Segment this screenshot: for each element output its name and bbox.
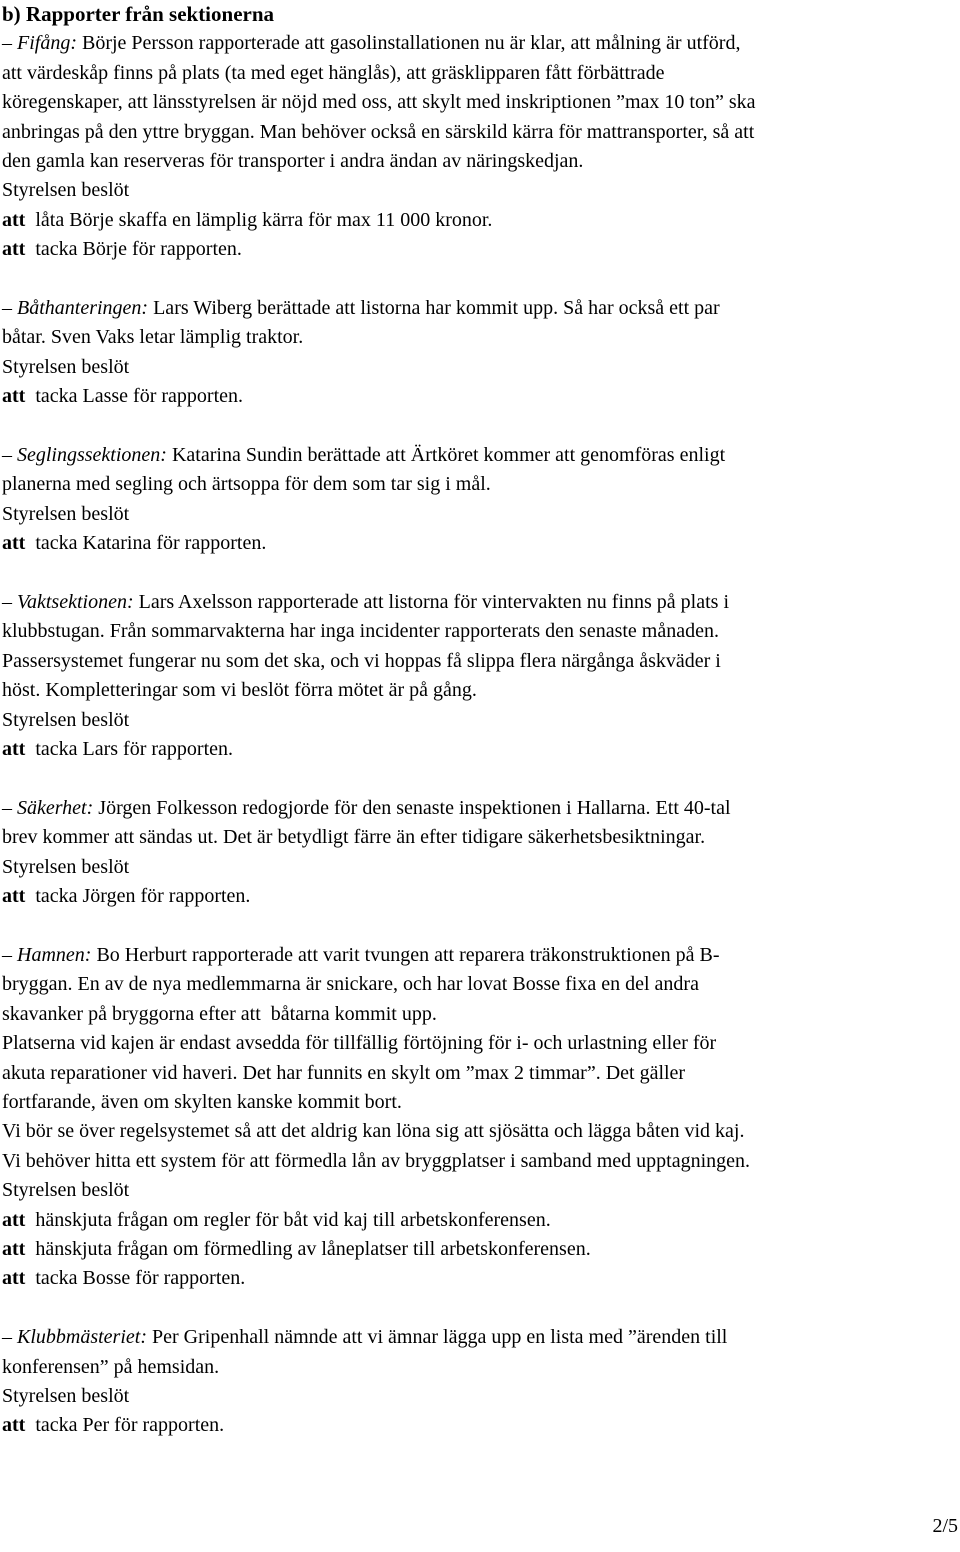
section-sakerhet [2, 794, 957, 912]
report-line [2, 676, 957, 705]
report-text: planerna med segling och ärtsoppa för dem som tar sig i mål. [2, 473, 491, 496]
section-bathantering [2, 294, 957, 412]
decision-label: Styrelsen beslöt [2, 1179, 130, 1202]
decision-label: Styrelsen beslöt [2, 355, 130, 378]
section-name: Hamnen: [17, 943, 92, 966]
report-text: Lars Axelsson rapporterade att listorna för vintervakten nu finns på plats i [133, 591, 730, 614]
decision-label: Styrelsen beslöt [2, 502, 130, 525]
decision-text: tacka Börje för rapporten. [25, 238, 242, 261]
decision-text: tacka Jörgen för rapporten. [25, 885, 251, 908]
report-line [2, 29, 957, 58]
att-keyword: att [2, 738, 26, 761]
report-text: fortfarande, även om skylten kanske kommit bort. [2, 1090, 402, 1113]
report-line [2, 147, 957, 176]
att-keyword: att [2, 1208, 26, 1231]
report-text: klubbstugan. Från sommarvakterna har inga incidenter rapporterats den senaste månaden. [2, 620, 719, 643]
decision-text: tacka Lars för rapporten. [25, 738, 234, 761]
decision-text: tacka Bosse för rapporten. [25, 1267, 246, 1290]
section-name: Klubbmästeriet: [17, 1326, 147, 1349]
page-number: 2/5 [932, 1515, 958, 1537]
report-text: Lars Wiberg berättade att listorna har kommit upp. Så har också ett par [148, 297, 720, 320]
report-line [2, 118, 957, 147]
report-line [2, 59, 957, 88]
decision-item [2, 735, 957, 764]
dash: – [2, 591, 17, 614]
section-klubbmasteriet [2, 1323, 957, 1441]
section-segling [2, 441, 957, 559]
decision-label: Styrelsen beslöt [2, 708, 130, 731]
paragraph-gap [2, 1294, 957, 1323]
decision-label: Styrelsen beslöt [2, 855, 130, 878]
report-text: Katarina Sundin berättade att Ärtköret kommer att genomföras enligt [166, 444, 726, 467]
report-line [2, 941, 957, 970]
report-line [2, 1000, 957, 1029]
report-line [2, 88, 957, 117]
report-line [2, 1147, 957, 1176]
paragraph-gap [2, 412, 957, 441]
dash: – [2, 796, 17, 819]
decision-text: tacka Katarina för rapporten. [25, 532, 267, 555]
report-text: att värdeskåp finns på plats (ta med eget hänglås), att gräsklipparen fått förbättrade [2, 61, 665, 84]
paragraph-gap [2, 765, 957, 794]
report-line [2, 823, 957, 852]
decision-text: låta Börje skaffa en lämplig kärra för max 11 000 kronor. [25, 208, 493, 231]
decision-text: hänskjuta frågan om regler för båt vid kaj till arbetskonferensen. [25, 1208, 551, 1231]
report-line [2, 1029, 957, 1058]
dash: – [2, 32, 17, 55]
report-text: Per Gripenhall nämnde att vi ämnar lägga upp en lista med ”ärenden till [147, 1326, 728, 1349]
decision-item [2, 1235, 957, 1264]
report-line [2, 441, 957, 470]
report-text: båtar. Sven Vaks letar lämplig traktor. [2, 326, 304, 349]
report-line [2, 1059, 957, 1088]
report-line [2, 1353, 957, 1382]
decision-item [2, 382, 957, 411]
decision-item [2, 1206, 957, 1235]
section-hamnen [2, 941, 957, 1294]
decision-item [2, 882, 957, 911]
report-text: konferensen” på hemsidan. [2, 1355, 220, 1378]
decision-text: tacka Lasse för rapporten. [25, 385, 244, 408]
paragraph-gap [2, 559, 957, 588]
att-keyword: att [2, 1267, 26, 1290]
section-name: Seglingssektionen: [17, 444, 167, 467]
decision-label: Styrelsen beslöt [2, 1385, 130, 1407]
report-text: Platserna vid kajen är endast avsedda för tillfällig förtöjning för i- och urlastning eller för [2, 1032, 717, 1055]
report-text: Vi bör se över regelsystemet så att det aldrig kan löna sig att sjösätta och lägga båten vid kaj. [2, 1120, 745, 1143]
report-line [2, 647, 957, 676]
paragraph-gap [2, 912, 957, 941]
report-text: Passersystemet fungerar nu som det ska, och vi hoppas få slippa flera närgånga åskväder i [2, 649, 721, 672]
report-text: Vi behöver hitta ett system för att förmedla lån av bryggplatser i samband med upptagningen. [2, 1149, 751, 1172]
section-name: Säkerhet: [17, 796, 94, 819]
decision-item [2, 1264, 957, 1293]
report-line [2, 1323, 957, 1352]
dash: – [2, 297, 17, 320]
report-text: brev kommer att sändas ut. Det är betydligt färre än efter tidigare säkerhetsbesiktningar. [2, 826, 706, 849]
report-line [2, 1088, 957, 1117]
report-line [2, 294, 957, 323]
att-keyword: att [2, 385, 26, 408]
att-keyword: att [2, 1237, 26, 1260]
document-page [2, 0, 957, 1441]
dash: – [2, 444, 17, 467]
report-text: köregenskaper, att länsstyrelsen är nöjd med oss, att skylt med inskriptionen ”max 10 ton” ska [2, 91, 756, 114]
section-name: Fifång: [17, 32, 77, 55]
decision-item [2, 529, 957, 558]
att-keyword: att [2, 885, 26, 908]
decision-item [2, 1411, 957, 1440]
sections-container [2, 29, 957, 1440]
report-text: anbringas på den yttre bryggan. Man behöver också en särskild kärra för mattransporter, så att [2, 120, 755, 143]
report-line [2, 588, 957, 617]
report-line [2, 617, 957, 646]
report-line [2, 323, 957, 352]
section-name: Vaktsektionen: [17, 591, 134, 614]
report-text: Bo Herburt rapporterade att varit tvungen att reparera träkonstruktionen på B- [91, 943, 720, 966]
decision-item [2, 235, 957, 264]
decision-label: Styrelsen beslöt [2, 179, 130, 202]
report-line [2, 794, 957, 823]
report-text: höst. Kompletteringar som vi beslöt förra mötet är på gång. [2, 679, 477, 702]
section-heading: b) Rapporter från sektionerna [2, 2, 275, 26]
att-keyword: att [2, 1414, 26, 1437]
att-keyword: att [2, 532, 26, 555]
report-line [2, 1117, 957, 1146]
decision-item [2, 206, 957, 235]
dash: – [2, 943, 17, 966]
att-keyword: att [2, 208, 26, 231]
section-fifang [2, 29, 957, 264]
dash: – [2, 1326, 17, 1349]
decision-text: tacka Per för rapporten. [25, 1414, 225, 1437]
report-line [2, 970, 957, 999]
report-text: skavanker på bryggorna efter att båtarna kommit upp. [2, 1002, 437, 1025]
report-text: akuta reparationer vid haveri. Det har funnits en skylt om ”max 2 timmar”. Det gäller [2, 1061, 686, 1084]
report-text: Jörgen Folkesson redogjorde för den senaste inspektionen i Hallarna. Ett 40-tal [93, 796, 731, 819]
section-name: Båthanteringen: [17, 297, 149, 320]
report-text: Börje Persson rapporterade att gasolinstallationen nu är klar, att målning är utförd, [77, 32, 741, 55]
report-line [2, 470, 957, 499]
report-text: bryggan. En av de nya medlemmarna är snickare, och har lovat Bosse fixa en del andra [2, 973, 699, 996]
att-keyword: att [2, 238, 26, 261]
section-vakt [2, 588, 957, 764]
paragraph-gap [2, 265, 957, 294]
decision-text: hänskjuta frågan om förmedling av låneplatser till arbetskonferensen. [25, 1237, 591, 1260]
report-text: den gamla kan reserveras för transporter i andra ändan av näringskedjan. [2, 150, 584, 173]
